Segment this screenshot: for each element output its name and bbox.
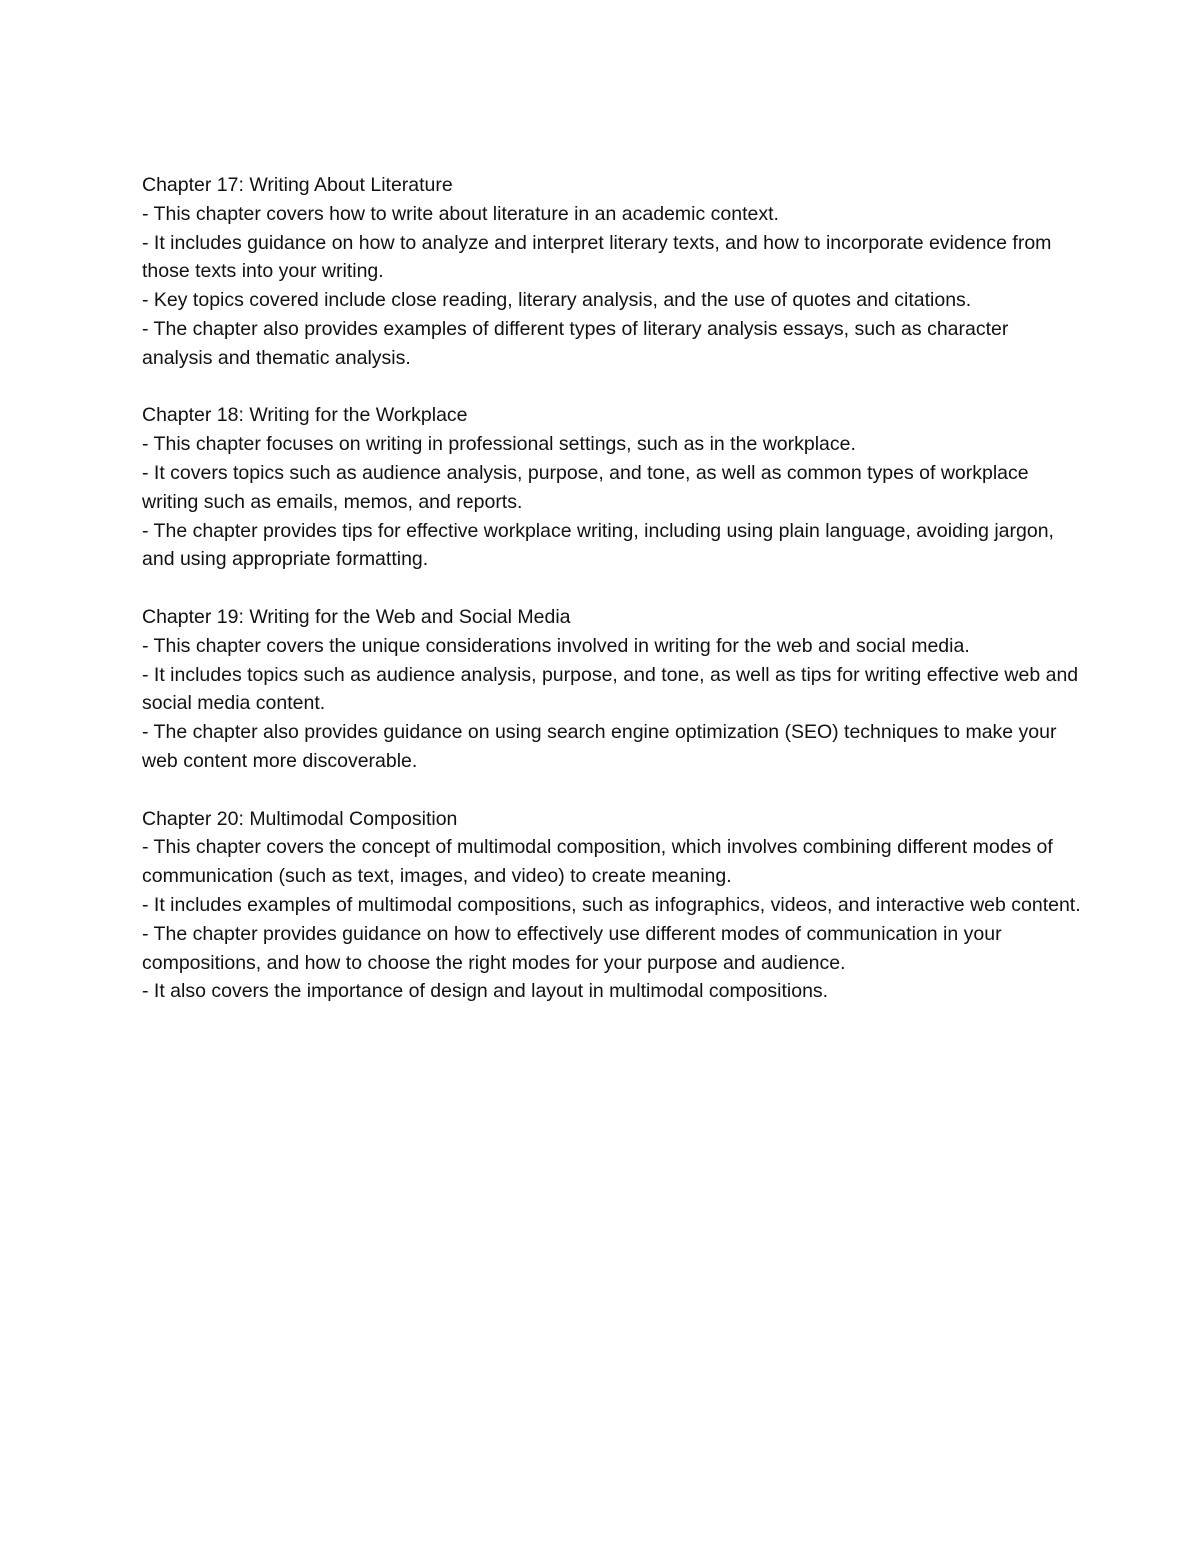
chapter-title: Chapter 19: Writing for the Web and Social Media [142, 605, 571, 628]
chapter-19-section [142, 603, 1082, 776]
chapter-title: Chapter 17: Writing About Literature [142, 174, 453, 196]
chapter-bullet: - The chapter provides guidance on how to effectively use different modes of communication in your compositions, and how to choose the right modes for your purpose and audience. [142, 922, 1002, 974]
chapter-20-section [142, 805, 1082, 1007]
chapter-bullet: - The chapter provides tips for effective workplace writing, including using plain language, avoiding jargon, and using appropriate formatting. [142, 519, 1054, 571]
chapter-bullet: - This chapter focuses on writing in professional settings, such as in the workplace. [142, 433, 856, 456]
chapter-bullet: - It includes examples of multimodal compositions, such as infographics, videos, and interactive web content. [142, 893, 1081, 916]
chapter-17-section [142, 171, 1082, 373]
chapter-title: Chapter 18: Writing for the Workplace [142, 404, 468, 427]
chapter-bullet: - It covers topics such as audience analysis, purpose, and tone, as well as common types of workplace writing such as emails, memos, and reports. [142, 461, 1029, 513]
chapter-bullet: - It includes guidance on how to analyze and interpret literary texts, and how to incorporate evidence from those texts into your writing. [142, 231, 1052, 283]
chapter-bullet: - It also covers the importance of design and layout in multimodal compositions. [142, 980, 829, 1003]
chapter-18-section [142, 401, 1082, 574]
chapter-bullet: - This chapter covers the concept of multimodal composition, which involves combining different modes of communication (such as text, images, and video) to create meaning. [142, 836, 1053, 888]
chapter-title: Chapter 20: Multimodal Composition [142, 807, 458, 830]
chapter-bullet: - This chapter covers how to write about literature in an academic context. [142, 202, 779, 225]
chapter-bullet: - Key topics covered include close reading, literary analysis, and the use of quotes and citations. [142, 289, 972, 312]
chapter-bullet: - The chapter also provides examples of different types of literary analysis essays, such as character analysis and thematic analysis. [142, 317, 1009, 369]
document-body [142, 171, 1082, 1035]
chapter-bullet: - The chapter also provides guidance on using search engine optimization (SEO) techniques to make your web content more discoverable. [142, 721, 1057, 772]
chapter-bullet: - This chapter covers the unique considerations involved in writing for the web and social media. [142, 634, 970, 657]
chapter-bullet: - It includes topics such as audience analysis, purpose, and tone, as well as tips for writing effective web and social media content. [142, 663, 1079, 715]
